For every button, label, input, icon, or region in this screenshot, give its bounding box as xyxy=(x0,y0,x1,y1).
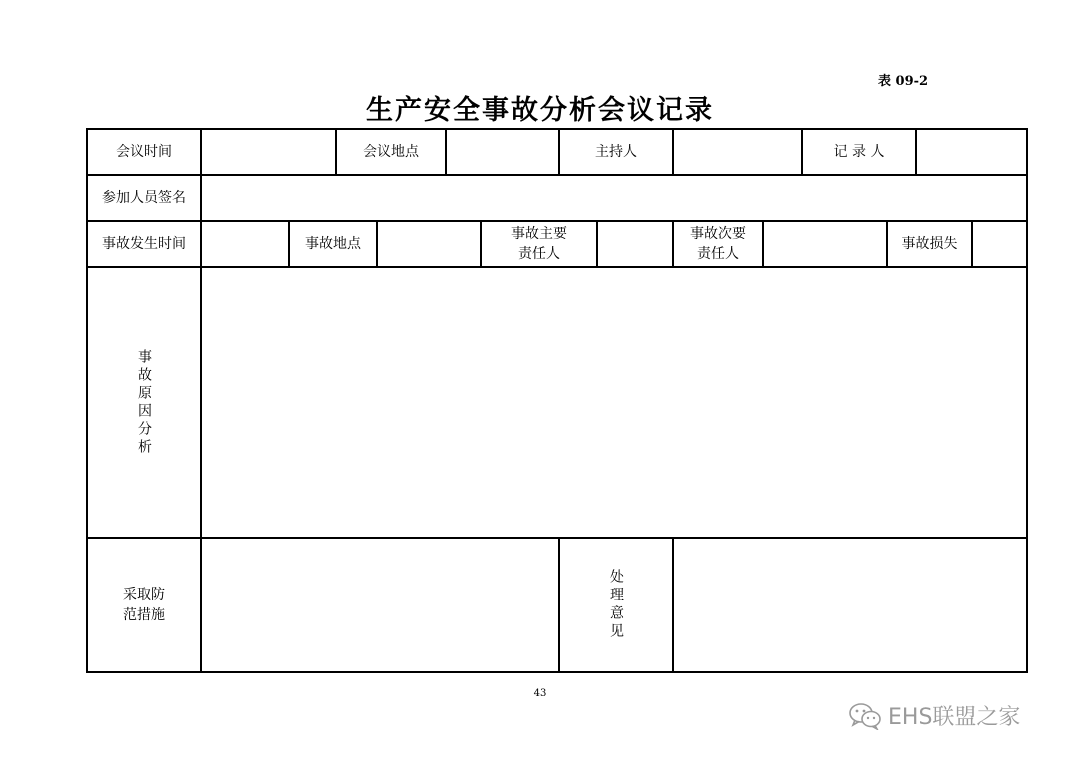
handling-opinion-label: 处理意见 xyxy=(608,569,624,641)
wechat-icon xyxy=(848,702,882,730)
handling-opinion-field[interactable] xyxy=(674,539,1026,671)
recorder-field[interactable] xyxy=(917,130,1026,174)
accident-loss-field[interactable] xyxy=(973,222,1026,266)
row-measures xyxy=(88,539,1026,671)
row-accident-info xyxy=(88,222,1026,268)
watermark xyxy=(848,700,1020,731)
participants-label: 参加人员签名 xyxy=(88,176,202,220)
row-meeting-info xyxy=(88,130,1026,176)
accident-loss-label: 事故损失 xyxy=(888,222,973,266)
handling-opinion-label-cell xyxy=(560,539,674,671)
main-responsible-label: 事故主要 责任人 xyxy=(482,222,598,266)
cause-analysis-field[interactable] xyxy=(202,268,1026,537)
meeting-time-label: 会议时间 xyxy=(88,130,202,174)
meeting-time-field[interactable] xyxy=(202,130,337,174)
accident-place-label: 事故地点 xyxy=(290,222,378,266)
row-participants xyxy=(88,176,1026,222)
host-label: 主持人 xyxy=(560,130,674,174)
cause-analysis-label: 事故原因分析 xyxy=(136,348,152,457)
meeting-place-field[interactable] xyxy=(447,130,560,174)
secondary-responsible-label: 事故次要 责任人 xyxy=(674,222,764,266)
measures-field[interactable] xyxy=(202,539,560,671)
page-number: 43 xyxy=(533,688,547,699)
accident-time-field[interactable] xyxy=(202,222,290,266)
host-field[interactable] xyxy=(674,130,803,174)
form-number: 表 09-2 xyxy=(878,74,929,89)
recorder-label: 记 录 人 xyxy=(803,130,917,174)
meeting-place-label: 会议地点 xyxy=(337,130,447,174)
row-cause-analysis xyxy=(88,268,1026,539)
watermark-text: EHS联盟之家 xyxy=(888,705,1021,730)
accident-place-field[interactable] xyxy=(378,222,482,266)
main-responsible-field[interactable] xyxy=(598,222,674,266)
accident-time-label: 事故发生时间 xyxy=(88,222,202,266)
secondary-responsible-field[interactable] xyxy=(764,222,888,266)
cause-analysis-label-cell xyxy=(88,268,202,537)
record-form xyxy=(86,128,1028,673)
measures-label: 采取防 范措施 xyxy=(88,539,202,671)
participants-field[interactable] xyxy=(202,176,1026,220)
page-title: 生产安全事故分析会议记录 xyxy=(366,95,714,126)
